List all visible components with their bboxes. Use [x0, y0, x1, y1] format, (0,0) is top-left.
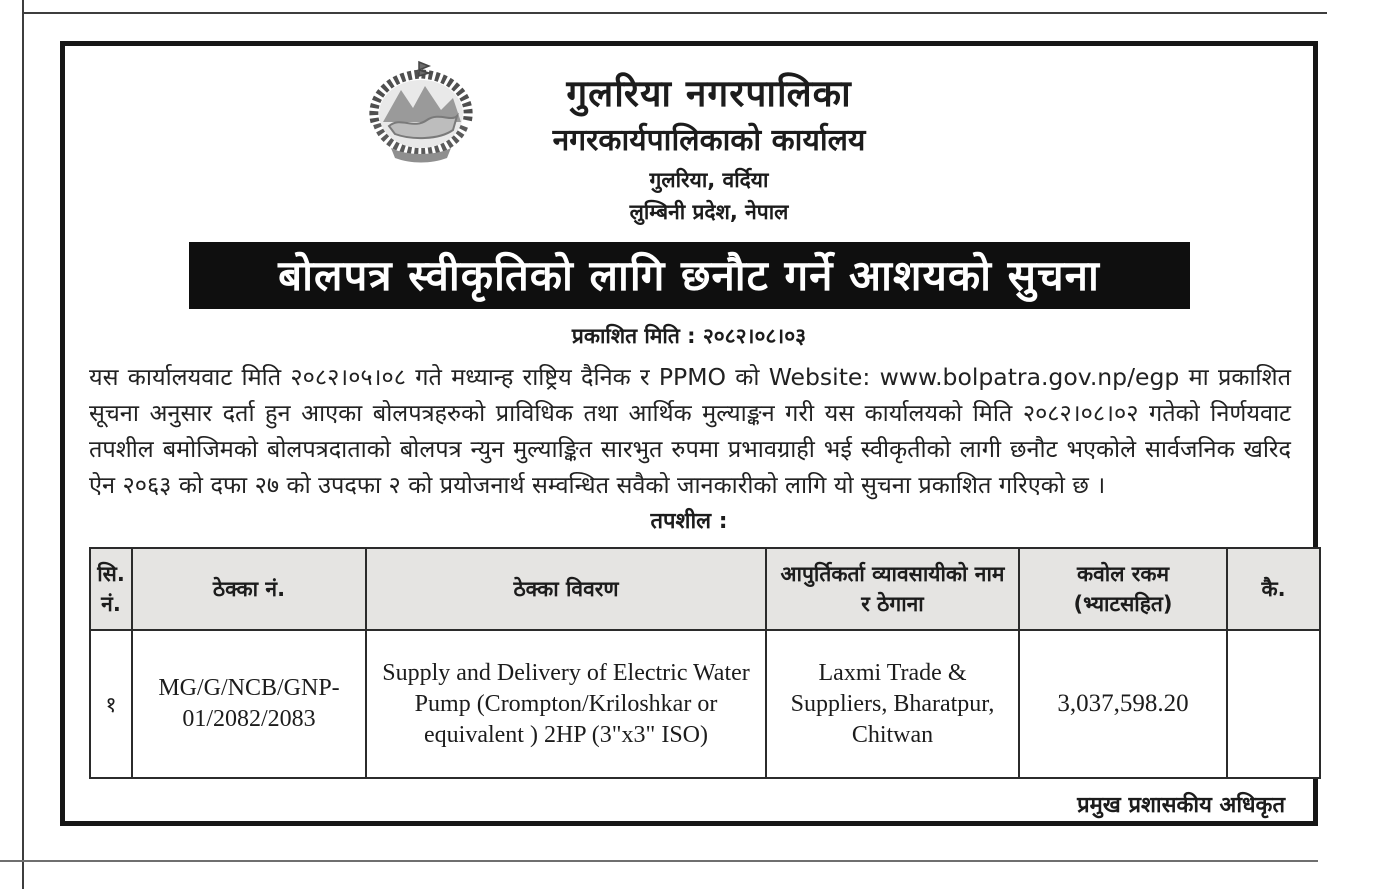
published-date-line: प्रकाशित मिति : २०८२।०८।०३ [571, 324, 807, 348]
table-row [90, 630, 1320, 778]
notice-border-box [60, 41, 1318, 826]
notice-body-paragraph: यस कार्यालयवाट मिति २०८२।०५।०८ गते मध्यान्ह राष्ट्रिय दैनिक र PPMO को Website: www.bolpatra.gov.np/egp मा प्रकाशित सूचना अनुसार दर्ता हुन आएका बोलपत्रहरुको प्राविधिक तथा आर्थिक मुल्याङ्कन गरी यस कार्यालयको मिति २०८२।०८।०२ गतेको निर्णयवाट तपशील बमोजिमको बोलपत्रदाताको बोलपत्र न्युन मुल्याङ्कित सारभुत रुपमा प्रभावग्राही भई स्वीकृतीको लागी छनौट भएकोले सार्वजनिक खरिद ऐन २०६३ को दफा २७ को उपदफा २ को प्रयोजनार्थ सम्वन्धित सवैको जानकारीको लागि यो सुचना प्रकाशित गरिएको छ । [89, 363, 1291, 499]
office-name: नगरकार्यपालिकाको कार्यालय [552, 123, 866, 158]
cell-contract-number: MG/G/NCB/GNP-01/2082/2083 [132, 630, 366, 778]
page-margin-rule-vertical [22, 0, 24, 889]
serial-header-line2: नं. [101, 592, 121, 616]
col-header-quoted-amount [1019, 548, 1227, 630]
col-header-contract-number: ठेक्का नं. [132, 548, 366, 630]
amount-header-line2: (भ्याटसहित) [1073, 592, 1173, 616]
page-rule-top [22, 12, 1327, 14]
address-line-1: गुलरिया, वर्दिया [649, 168, 769, 192]
notice-title-banner: बोलपत्र स्वीकृतिको लागि छनौट गर्ने आशयको सुचना [189, 242, 1190, 309]
details-label: तपशील : [650, 509, 728, 534]
cell-contract-description: Supply and Delivery of Electric Water Pump (Crompton/Kriloshkar or equivalent ) 2HP (3"x3" ISO) [366, 630, 766, 778]
letterhead [65, 46, 1313, 228]
serial-header-line1: सि. [97, 562, 125, 586]
table-header-row [90, 548, 1320, 630]
nepal-coat-of-arms-icon [361, 60, 481, 166]
signatory-title: प्रमुख प्रशासकीय अधिकृत [1077, 793, 1285, 818]
amount-header-line1: कवोल रकम [1076, 562, 1170, 586]
cell-quoted-amount: 3,037,598.20 [1019, 630, 1227, 778]
cell-supplier-name-address: Laxmi Trade & Suppliers, Bharatpur, Chitwan [766, 630, 1019, 778]
address-line-2: लुम्बिनी प्रदेश, नेपाल [629, 200, 789, 224]
page-rule-bottom [0, 860, 1318, 862]
bid-details-table [89, 547, 1321, 779]
col-header-contract-description: ठेक्का विवरण [366, 548, 766, 630]
cell-remarks [1227, 630, 1320, 778]
col-header-remarks: कै. [1227, 548, 1320, 630]
col-header-serial-number [90, 548, 132, 630]
municipality-name: गुलरिया नगरपालिका [566, 72, 852, 115]
col-header-supplier-name-address: आपुर्तिकर्ता व्यावसायीको नाम र ठेगाना [766, 548, 1019, 630]
cell-serial-number: १ [90, 630, 132, 778]
